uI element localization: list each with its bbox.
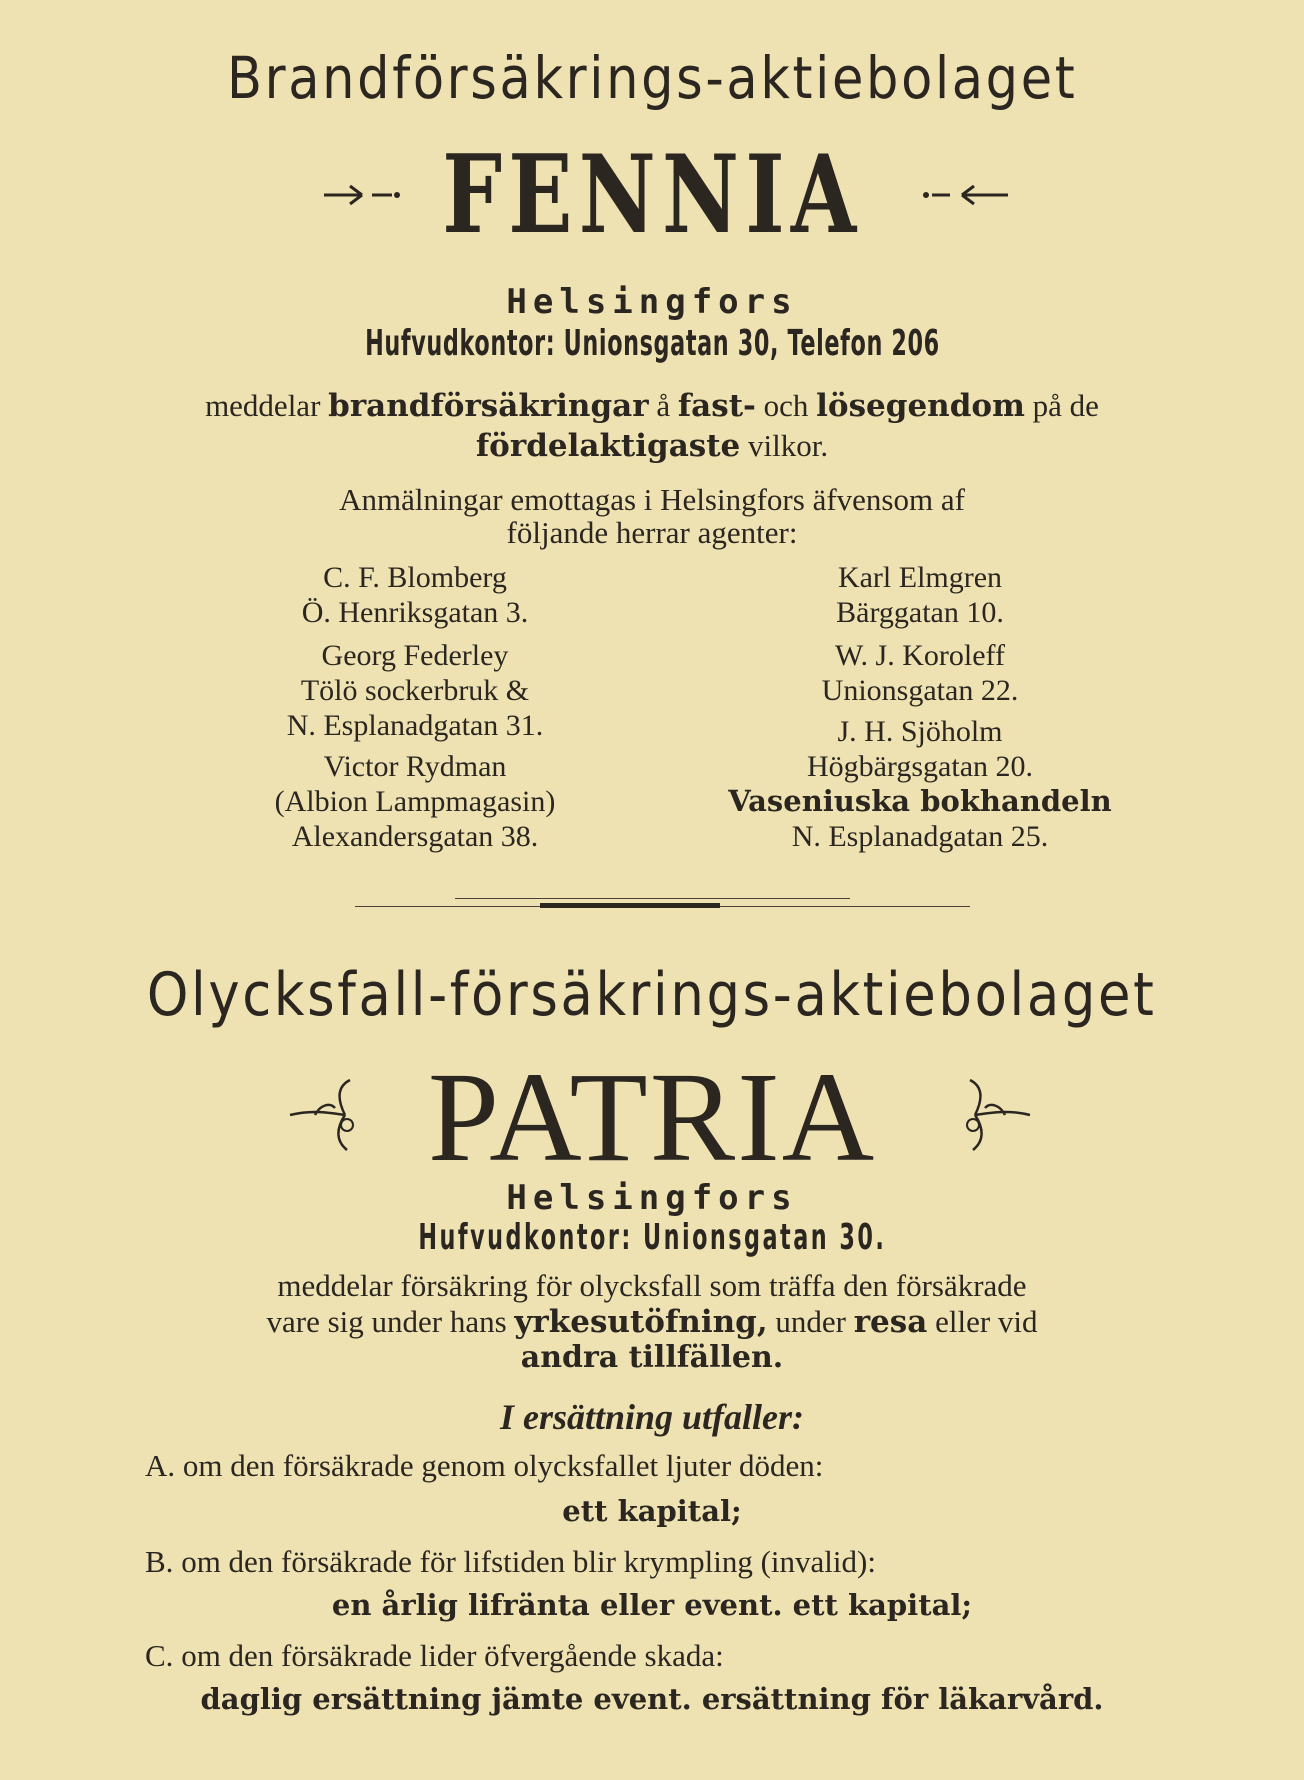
agent-address: Tölö sockerbruk &: [300, 674, 530, 707]
agent-name: Karl Elmgren: [837, 561, 1003, 594]
fennia-company-type: Brandförsäkrings-aktiebolaget: [226, 44, 1078, 112]
patria-name: PATRIA: [427, 1046, 877, 1188]
agent-name: Georg Federley: [321, 639, 509, 672]
agents-right-column: [690, 560, 1150, 854]
item-b-condition: B. om den försäkrade för lifstiden blir krympling (invalid):: [145, 1544, 876, 1579]
agent-address: Ö. Henriksgatan 3.: [301, 596, 529, 629]
fennia-intro-line-2: fördelaktigaste vilkor.: [475, 428, 829, 464]
agent-address: N. Esplanadgatan 25.: [791, 820, 1049, 853]
patria-city: Helsingfors: [506, 1178, 798, 1218]
agent-address: Alexandersgatan 38.: [291, 820, 539, 853]
agent-address: Unionsgatan 22.: [821, 674, 1019, 707]
patria-intro-line-1: meddelar försäkring för olycksfall som träffa den försäkrade: [277, 1268, 1027, 1303]
compensation-heading: I ersättning utfaller:: [499, 1397, 805, 1437]
item-c-condition: C. om den försäkrade lider öfvergående skada:: [145, 1638, 724, 1673]
right-flourish-ornament: [955, 1070, 1035, 1160]
right-arrow-ornament: [920, 180, 1010, 210]
agent-name: J. H. Sjöholm: [837, 715, 1003, 748]
agent-address: N. Esplanadgatan 31.: [286, 709, 544, 742]
patria-company-type: Olycksfall-försäkrings-aktiebolaget: [147, 960, 1157, 1030]
agents-left-column: [215, 560, 615, 854]
agent-name: Victor Rydman: [323, 750, 507, 783]
fennia-name: FENNIA: [441, 132, 863, 258]
fennia-notice-line-2: följande herrar agenter:: [506, 515, 798, 550]
agent-name: C. F. Blomberg: [323, 561, 507, 594]
agent-address: Bärggatan 10.: [836, 596, 1004, 629]
agent-address: (Albion Lampmagasin): [274, 785, 556, 818]
fennia-office: Hufvudkontor: Unionsgatan 30, Telefon 206: [364, 323, 940, 364]
item-b-benefit: en årlig lifränta eller event. ett kapital;: [331, 1588, 973, 1622]
agent-address: Högbärgsgatan 20.: [806, 750, 1034, 783]
agent-name: W. J. Koroleff: [835, 639, 1005, 672]
patria-office: Hufvudkontor: Unionsgatan 30.: [418, 1217, 886, 1258]
patria-intro-line-3: andra tillfällen.: [520, 1340, 784, 1375]
agent-name: Vaseniuska bokhandeln: [728, 784, 1112, 818]
item-c-benefit: daglig ersättning jämte event. ersättning för läkarvård.: [200, 1682, 1104, 1716]
fennia-city: Helsingfors: [506, 282, 798, 322]
item-a-benefit: ett kapital;: [562, 1494, 742, 1528]
item-a-condition: A. om den försäkrade genom olycksfallet ljuter döden:: [145, 1448, 824, 1483]
patria-intro-line-2: vare sig under hans yrkesutöfning, under resa eller vid: [266, 1304, 1038, 1340]
fennia-intro-line-1: meddelar brandförsäkringar å fast- och lösegendom på de: [205, 388, 1099, 424]
fennia-notice-line-1: Anmälningar emottagas i Helsingfors äfvensom af: [339, 482, 965, 517]
